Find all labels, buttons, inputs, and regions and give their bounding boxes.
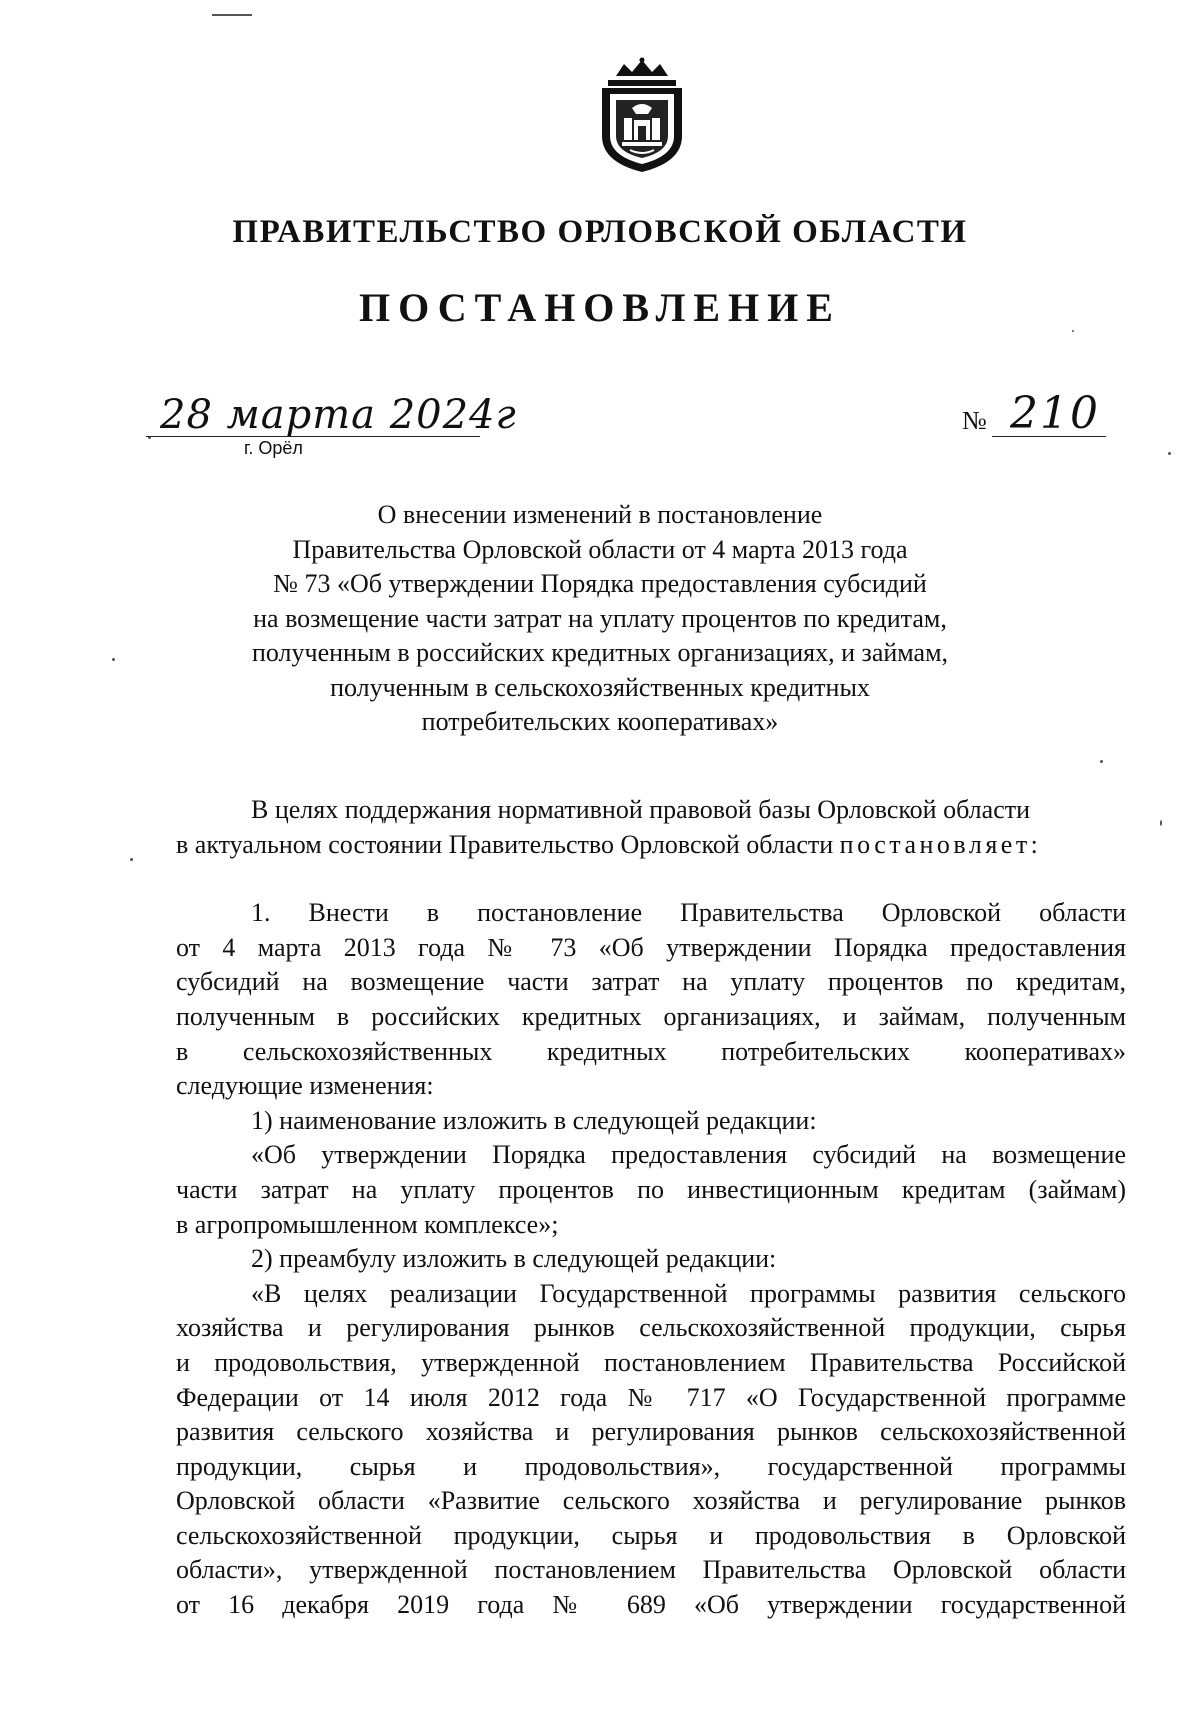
preamble-line xyxy=(176,828,1126,863)
body-line: области», утвержденной постановлением Правительства Орловской области xyxy=(176,1555,1126,1585)
organization-title: ПРАВИТЕЛЬСТВО ОРЛОВСКОЙ ОБЛАСТИ xyxy=(232,214,968,250)
handwritten-number: 210 xyxy=(1010,388,1100,439)
body-line: 1) наименование изложить в следующей редакции: xyxy=(251,1105,817,1135)
body-line: Орловской области «Развитие сельского хозяйства и регулирование рынков xyxy=(176,1486,1126,1516)
subject-line: на возмещение части затрат на уплату процентов по кредитам, xyxy=(253,603,947,633)
body-line: и продовольствия, утвержденной постановлением Правительства Российской xyxy=(176,1347,1126,1377)
handwritten-date: 28 марта 2024г xyxy=(160,392,517,438)
body-line: сельскохозяйственной продукции, сырья и продовольствия в Орловской xyxy=(176,1520,1126,1550)
subject-line: № 73 «Об утверждении Порядка предоставления субсидий xyxy=(273,569,927,598)
preamble-line: В целях поддержания нормативной правовой базы Орловской области xyxy=(251,795,1031,824)
body-line: хозяйства и регулирования рынков сельскохозяйственной продукции, сырья xyxy=(176,1313,1126,1343)
subject-line: полученным в российских кредитных организациях, и займам, xyxy=(251,638,949,667)
subject-line: полученным в сельскохозяйственных кредитных xyxy=(330,672,870,702)
body-line: 2) преамбулу изложить в следующей редакции: xyxy=(251,1244,777,1274)
scan-mark xyxy=(212,14,252,16)
body-line: продукции, сырья и продовольствия», государственной программы xyxy=(176,1451,1126,1481)
city-label: г. Орёл xyxy=(244,438,303,458)
number-label: № xyxy=(962,406,987,435)
body-line: части затрат на уплату процентов по инвестиционным кредитам (займам) xyxy=(176,1174,1126,1204)
body-line: «Об утверждении Порядка предоставления субсидий на возмещение xyxy=(251,1140,1126,1170)
body-line: субсидий на возмещение части затрат на уплату процентов по кредитам, xyxy=(176,967,1126,997)
body-line: в агропромышленном комплексе»; xyxy=(176,1209,559,1239)
scan-speck xyxy=(130,858,133,861)
document-type-title: ПОСТАНОВЛЕНИЕ xyxy=(359,285,841,330)
subject-line: Правительства Орловской области от 4 марта 2013 года xyxy=(292,534,908,564)
date-underline xyxy=(146,436,480,437)
resolves-word: постановляет: xyxy=(839,829,1042,859)
body-line: развития сельского хозяйства и регулирования рынков сельскохозяйственной xyxy=(176,1417,1126,1447)
body-line: следующие изменения: xyxy=(176,1071,434,1101)
number-underline xyxy=(992,436,1106,437)
scan-speck xyxy=(1160,820,1162,826)
subject-line: О внесении изменений в постановление xyxy=(377,500,823,529)
subject-line: потребительских кооперативах» xyxy=(421,707,779,736)
body-line: «В целях реализации Государственной программы развития сельского xyxy=(251,1278,1126,1308)
body-line: полученным в российских кредитных организациях, и займам, полученным xyxy=(176,1001,1126,1031)
coat-of-arms-icon xyxy=(594,56,690,174)
document-body xyxy=(176,793,1126,1623)
body-line: от 16 декабря 2019 года № 689 «Об утверждении государственной xyxy=(176,1590,1126,1620)
body-line: 1. Внести в постановление Правительства Орловской области xyxy=(251,898,1126,928)
preamble-text: в актуальном состоянии Правительство Орловской области xyxy=(176,829,840,859)
scan-speck xyxy=(1100,760,1103,763)
scan-speck xyxy=(112,658,115,661)
scan-speck xyxy=(1168,452,1171,455)
paragraph-gap xyxy=(176,862,1126,896)
body-line: Федерации от 14 июля 2012 года № 717 «О Государственной программе xyxy=(176,1382,1126,1412)
document-subject xyxy=(160,498,1040,740)
body-line: в сельскохозяйственных кредитных потребительских кооперативах» xyxy=(176,1036,1126,1066)
body-line: от 4 марта 2013 года № 73 «Об утверждении Порядка предоставления xyxy=(176,932,1126,962)
